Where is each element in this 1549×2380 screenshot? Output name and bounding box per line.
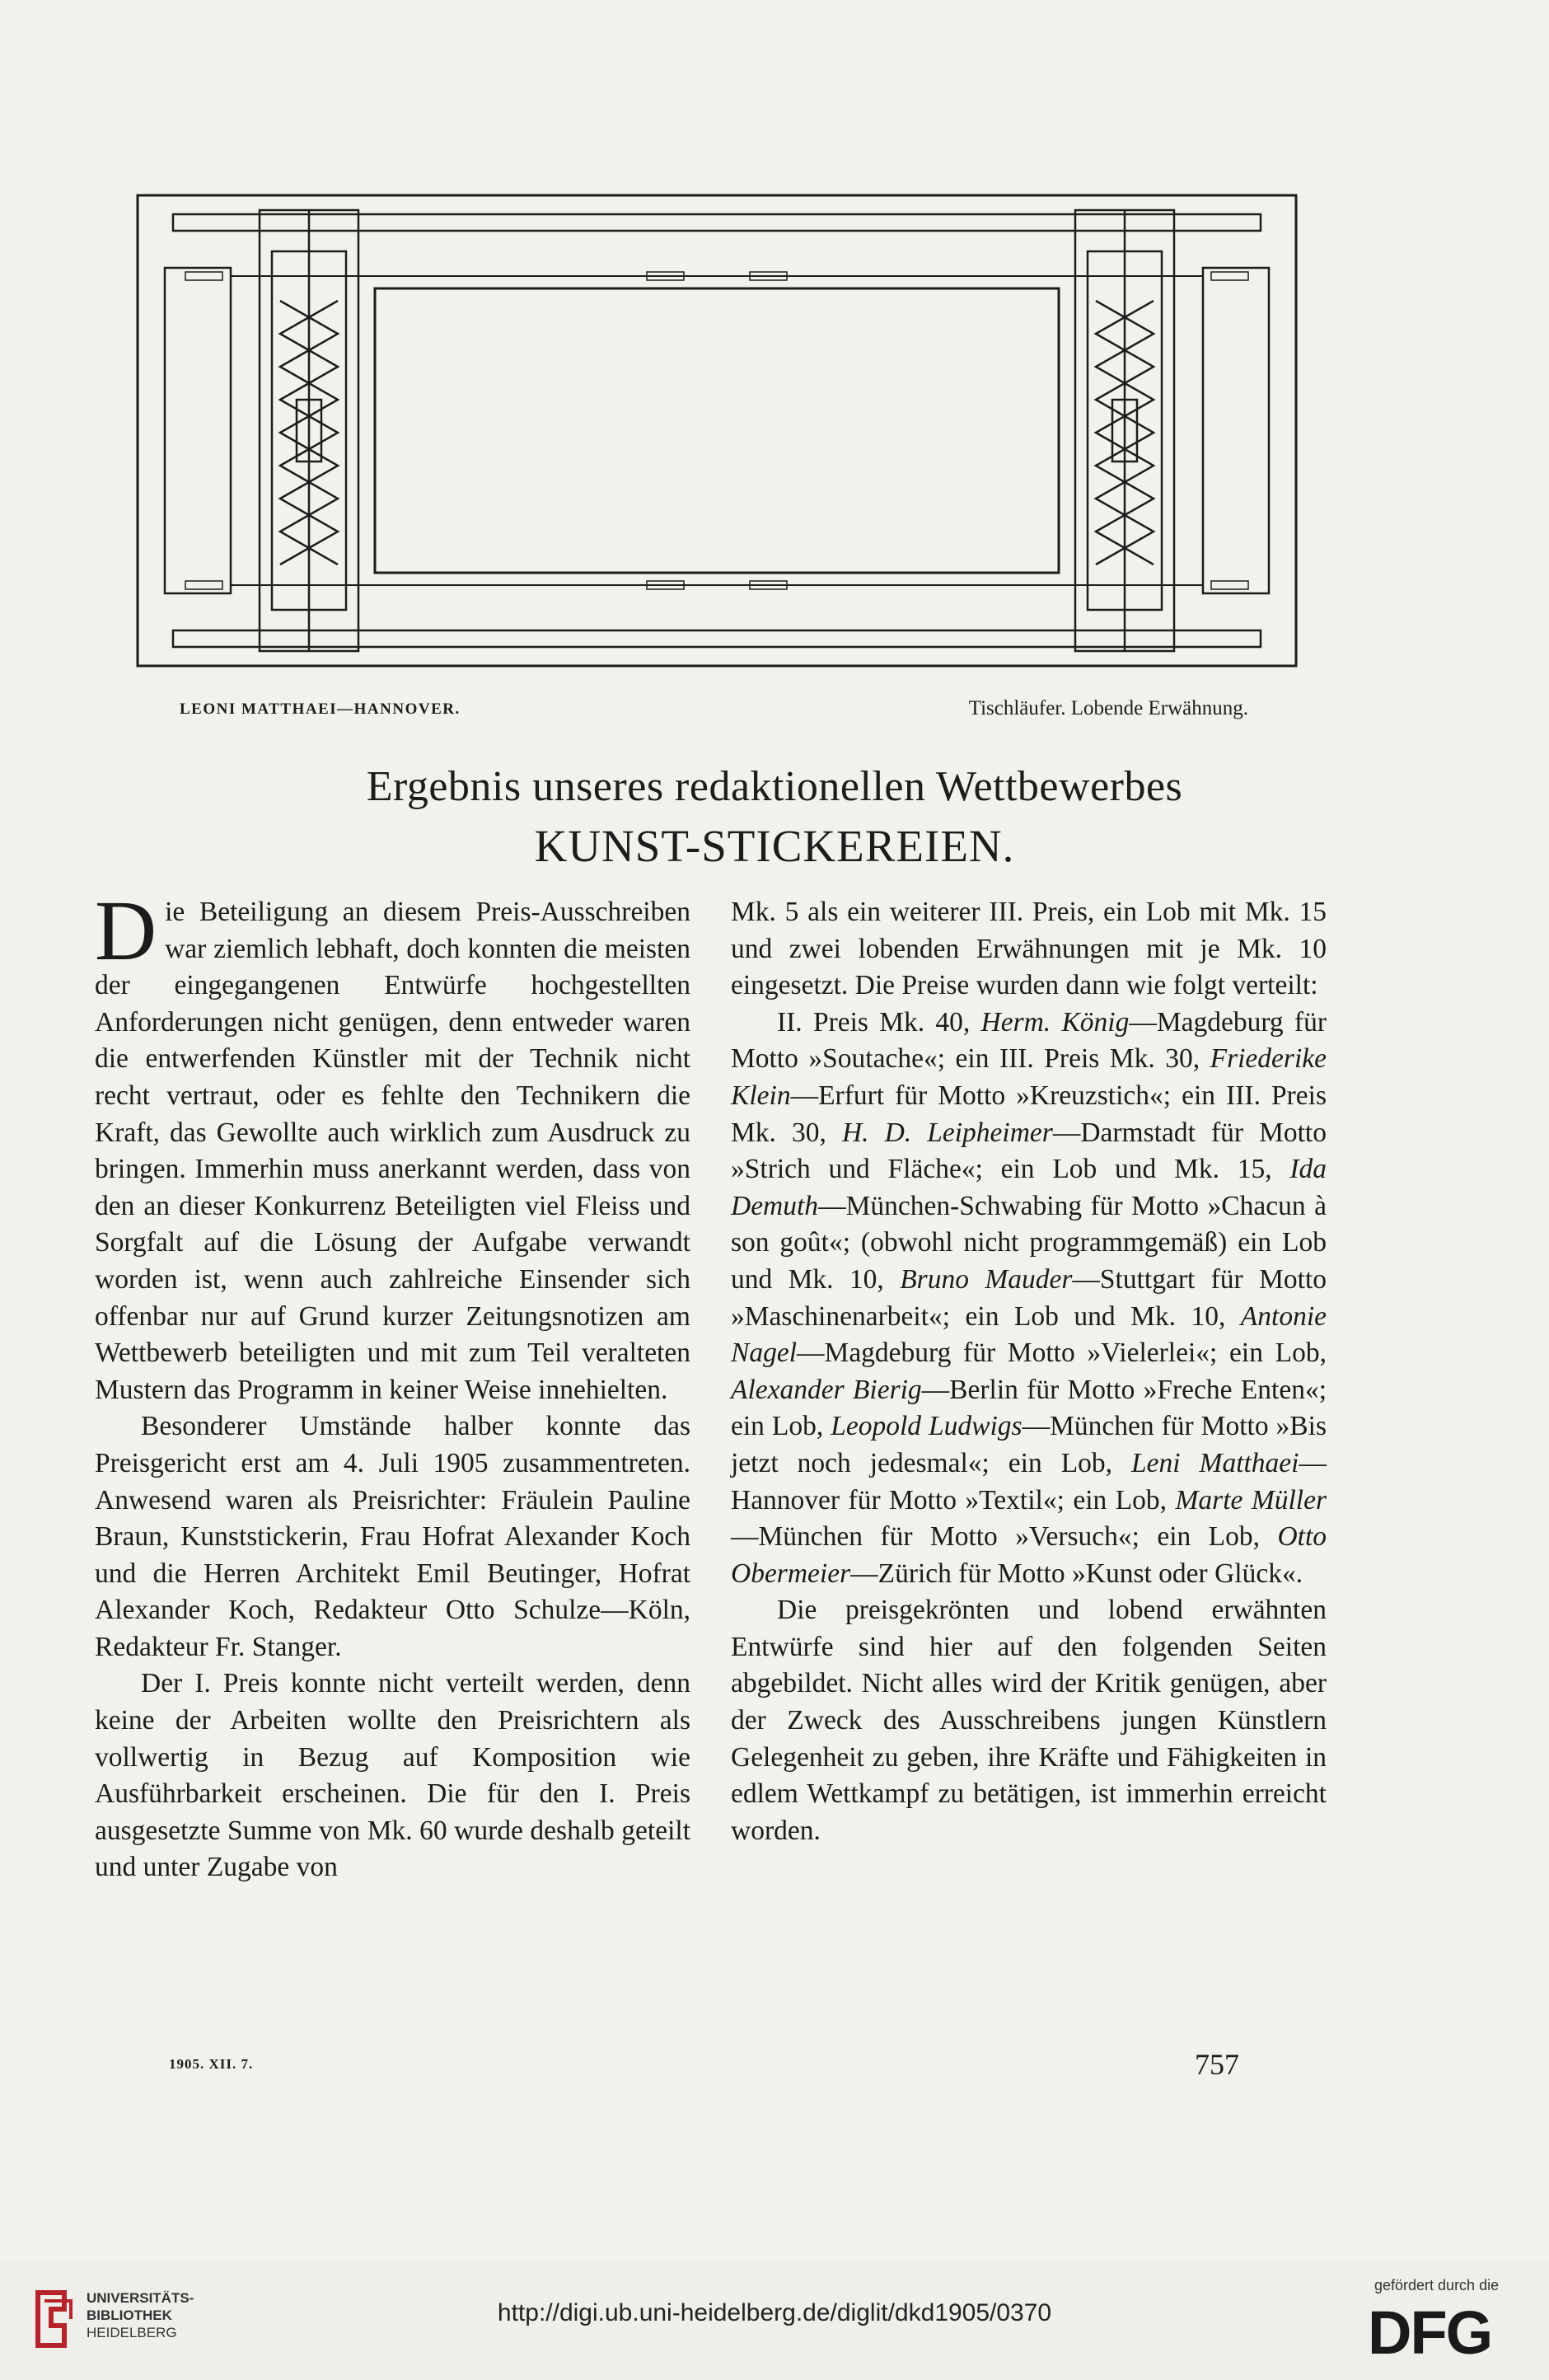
winner-name: Ida Demuth xyxy=(731,1154,1327,1221)
article-subtitle: KUNST-STICKEREIEN. xyxy=(534,821,1015,871)
sponsor-label: gefördert durch die xyxy=(1374,2277,1500,2293)
paragraph-intro-text: ie Beteiligung an diesem Preis-Ausschreiben war ziemlich lebhaft, doch konnten die meisten der eingegangenen Entwürfe hochgestellten Anforderungen nicht genügen, denn entweder waren die entwerfenden Künstler mit der Technik nicht recht vertraut, oder es fehlte den Technikern die Kraft, das Gewollte auch wirklich zum Ausdruck zu bringen. Immerhin muss anerkannt werden, dass von den an dieser Konkurrenz Beteiligten viel Fleiss und Sorgfalt auf die Lösung der Aufgabe verwandt worden ist, wenn auch zahlreiche Einsender sich offenbar nur auf Grund kurzer Zeitungsnotizen am Wettbewerb beteiligten und mit zum Teil veralteten Mustern das Programm in keiner Weise innehielten. xyxy=(95,897,690,1405)
dfg-logo: DFG xyxy=(1368,2298,1492,2367)
winner-name: Bruno Mauder xyxy=(900,1263,1073,1295)
prize-text-segment: —Zürich für Motto »Kunst oder Glück«. xyxy=(850,1558,1303,1589)
winner-name: Leni Matthaei xyxy=(1131,1447,1299,1478)
prize-text-segment: —München für Motto »Versuch«; ein Lob, xyxy=(731,1521,1278,1553)
prize-text-segment: —München-Schwabing für Motto »Chacun à son goût«; (obwohl nicht programmgemäß) ein Lob und Mk. 10, xyxy=(731,1190,1327,1295)
winner-name: Otto Obermeier xyxy=(731,1521,1327,1589)
winner-name: Herm. König xyxy=(980,1006,1130,1038)
prize-text-segment: —Magdeburg für Motto »Vielerlei«; ein Lob, xyxy=(797,1338,1327,1369)
prize-text-segment: —Berlin für Motto »Freche Enten«; ein Lob, xyxy=(731,1374,1327,1442)
prize-text-segment: —Erfurt für Motto »Kreuzstich«; ein III. Preis Mk. 30, xyxy=(731,1080,1327,1148)
figure-caption-artist: LEONI MATTHAEI—HANNOVER. xyxy=(180,700,461,718)
prize-text-segment: —Magdeburg für Motto »Soutache«; ein III. Preis Mk. 30, xyxy=(731,1006,1327,1075)
prize-text-segment: —München für Motto »Bis jetzt noch jedesmal«; ein Lob, xyxy=(731,1411,1327,1478)
paragraph-intro xyxy=(95,883,690,1408)
left-text-column xyxy=(95,883,690,1886)
drop-cap: D xyxy=(95,883,157,978)
paragraph-jury: Besonderer Umstände halber konnte das Preisgericht erst am 4. Juli 1905 zusammentreten. Anwesend waren als Preisrichter: Fräulein Pauline Braun, Kunststickerin, Frau Hofrat Alexander Koch und die Herren Architekt Emil Beutinger, Hofrat Alexander Koch, Redakteur Otto Schulze—Köln, Redakteur Fr. Stanger. xyxy=(95,1411,690,1662)
prize-text-segment: II. Preis Mk. 40, xyxy=(777,1006,981,1038)
winner-name: Friederike Klein xyxy=(731,1043,1327,1111)
article-title: Ergebnis unseres redaktionellen Wettbewerbes xyxy=(366,763,1183,810)
paragraph-conclusion: Die preisgekrönten und lobend erwähnten Entwürfe sind hier auf den folgenden Seiten abgebildet. Nicht alles wird der Kritik genügen, aber der Zweck des Ausschreibens jungen Künstlern Gelegenheit zu geben, ihre Kräfte und Fähigkeiten in edlem Wettkampf zu betätigen, ist immerhin erreicht worden. xyxy=(731,1595,1327,1846)
prize-text-segment: —Darmstadt für Motto »Strich und Fläche«; ein Lob und Mk. 15, xyxy=(731,1117,1327,1185)
ub-line-2: BIBLIOTHEK xyxy=(87,2307,172,2323)
right-text-column xyxy=(731,894,1327,1849)
paragraph-prize-list xyxy=(731,1005,1327,1593)
winner-name: H. D. Leipheimer xyxy=(841,1117,1053,1148)
winner-name: Marte Müller xyxy=(1175,1484,1327,1516)
paragraph-first-prize: Der I. Preis konnte nicht verteilt werden, denn keine der Arbeiten wollte den Preisrichtern als vollwertig in Bezug auf Komposition wie Ausführbarkeit erscheinen. Die für den I. Preis ausgesetzte Summe von Mk. 60 wurde deshalb geteilt und unter Zugabe von xyxy=(95,1668,690,1883)
winner-name: Alexander Bierig xyxy=(731,1374,922,1405)
ub-line-1: UNIVERSITÄTS- xyxy=(87,2290,194,2306)
permalink-url[interactable]: http://digi.ub.uni-heidelberg.de/diglit/dkd1905/0370 xyxy=(497,2299,1052,2326)
figure-caption-description: Tischläufer. Lobende Erwähnung. xyxy=(968,697,1248,719)
ub-line-3: HEIDELBERG xyxy=(87,2325,177,2340)
prize-text-segment: —Stuttgart für Motto »Maschinenarbeit«; ein Lob und Mk. 10, xyxy=(731,1263,1327,1332)
paragraph-prize-setup: Mk. 5 als ein weiterer III. Preis, ein Lob mit Mk. 15 und zwei lobenden Erwähnungen mit je Mk. 10 eingesetzt. Die Preise wurden dann wie folgt verteilt: xyxy=(731,897,1327,1001)
winner-name: Antonie Nagel xyxy=(731,1300,1327,1369)
prize-text-segment: —Hannover für Motto »Textil«; ein Lob, xyxy=(731,1447,1327,1516)
issue-signature: 1905. XII. 7. xyxy=(169,2056,254,2072)
table-runner-illustration xyxy=(136,194,1298,668)
page-number: 757 xyxy=(1195,2048,1239,2081)
winner-name: Leopold Ludwigs xyxy=(831,1411,1023,1442)
